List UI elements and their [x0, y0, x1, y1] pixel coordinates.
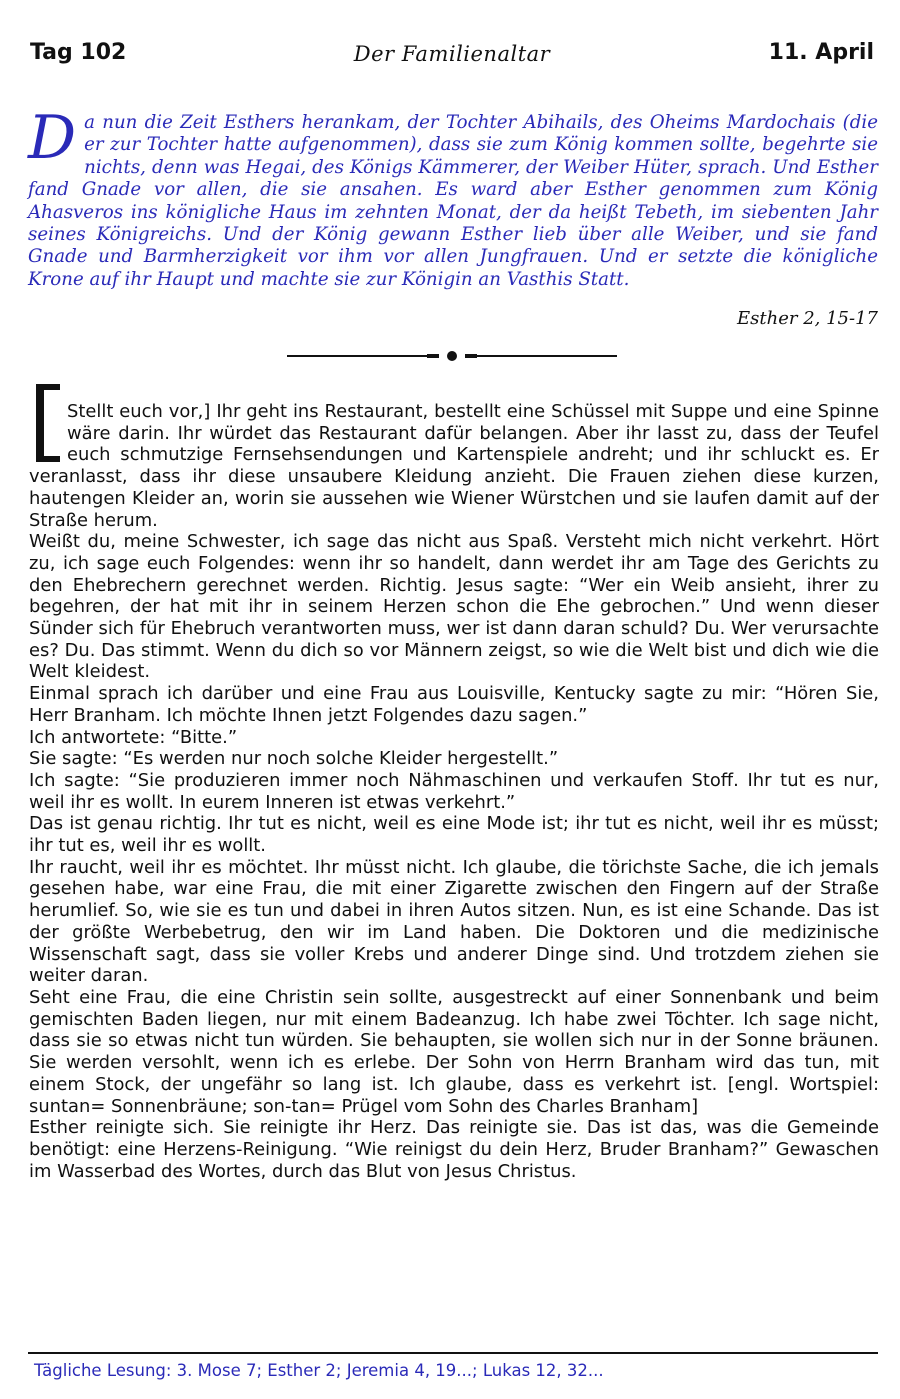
scripture-passage — [28, 103, 878, 291]
sermon-text — [29, 401, 879, 1182]
daily-reading: Tägliche Lesung: 3. Mose 7; Esther 2; Jeremia 4, 19...; Lukas 12, 32... — [34, 1361, 604, 1380]
page-date: 11. April — [768, 40, 874, 65]
day-number: Tag 102 — [30, 40, 127, 65]
bracket-spacer — [29, 401, 67, 463]
sermon-paragraph: Das ist genau richtig. Ihr tut es nicht, weil es eine Mode ist; ihr tut es nicht, weil ihr es müsst; ihr tut es, weil ihr es wollt. — [29, 813, 879, 857]
drop-cap: D — [28, 103, 77, 173]
scripture-text: a nun die Zeit Esthers herankam, der Tochter Abihails, des Oheims Mardochais (die er zur Tochter hatte aufgenommen), dass sie zum König kommen sollte, begehrte sie nichts, denn was Hegai, des Königs Kämmerer, der Weiber Hüter, sprach. Und Esther fand Gnade vor allen, die sie ansahen. Es ward aber Esther genommen zum König Ahasveros ins königliche Haus im zehnten Monat, der da heißt Tebeth, im siebenten Jahr seines Königreichs. Und der König gewann Esther lieb über alle Weiber, und sie fand Gnade und Barmherzigkeit vor ihm vor allen Jungfrauen. Und er setzte die königliche Krone auf ihr Haupt und machte sie zur Königin an Vasthis Statt. — [28, 112, 878, 290]
sermon-paragraph: Ihr raucht, weil ihr es möchtet. Ihr müsst nicht. Ich glaube, die törichste Sache, die ich jemals gesehen habe, war eine Frau, die mit einer Zigarette zwischen den Fingern auf der Straße herumlief. So, wie sie es tun und dabei in ihren Autos sitzen. Nun, es ist eine Schande. Das ist der größte Werbebetrug, den wir im Land haben. Die Doktoren und die medizinische Wissenschaft sagt, dass sie voller Krebs und anderer Dinge sind. Und trotzdem ziehen sie weiter daran. — [29, 856, 879, 987]
sermon-paragraph: Seht eine Frau, die eine Christin sein sollte, ausgestreckt auf einer Sonnenbank und beim gemischten Baden liegen, nur mit einem Badeanzug. Ich habe zwei Töchter. Ich sage nicht, dass sie so etwas nicht tun würden. Sie behaupten, sie wollen sich nur in der Sonne bräunen. Sie werden versohlt, wenn ich es erlebe. Der Sohn von Herrn Branham wird das tun, mit einem Stock, der ungefähr so lang ist. Ich glaube, dass es verkehrt ist. [engl. Wortspiel: suntan= Sonnenbräune; son-tan= Prügel vom Sohn des Charles Branham] — [29, 986, 879, 1117]
ornament-divider — [287, 348, 617, 364]
divider-wing-left — [427, 354, 439, 358]
sermon-paragraph: Esther reinigte sich. Sie reinigte ihr Herz. Das reinigte sie. Das ist das, was die Gemeinde benötigt: eine Herzens-Reinigung. “Wie reinigst du dein Herz, Bruder Branham?” Gewaschen im Wasserbad des Wortes, durch das Blut von Jesus Christus. — [29, 1117, 879, 1182]
sermon-paragraph: Ich antwortete: “Bitte.” — [29, 726, 238, 748]
footer-divider — [28, 1352, 878, 1354]
divider-wing-right — [465, 354, 477, 358]
sermon-paragraph: Einmal sprach ich darüber und eine Frau aus Louisville, Kentucky sagte zu mir: “Hören Sie, Herr Branham. Ich möchte Ihnen jetzt Folgendes dazu sagen.” — [29, 683, 879, 726]
scripture-reference: Esther 2, 15-17 — [737, 308, 878, 329]
page-header — [30, 36, 874, 76]
sermon-paragraph: Stellt euch vor,] Ihr geht ins Restaurant, bestellt eine Schüssel mit Suppe und eine Spinne wäre darin. Ihr würdet das Restaurant dafür belangen. Aber ihr lasst zu, dass der Teufel euch schmutzige Fernsehsendungen und Kartenspiele andreht; und ihr schluckt es. Er veranlasst, dass ihr diese unsaubere Kleidung anzieht. Die Frauen ziehen diese kurzen, hautengen Kleider an, worin sie aussehen wie Wiener Würstchen und sie laufen damit auf der Straße herum. — [29, 401, 879, 531]
divider-dot-icon — [447, 351, 457, 361]
book-title: Der Familienaltar — [353, 42, 551, 66]
sermon-paragraph: Sie sagte: “Es werden nur noch solche Kleider hergestellt.” — [29, 748, 559, 770]
sermon-paragraph: Ich sagte: “Sie produzieren immer noch Nähmaschinen und verkaufen Stoff. Ihr tut es nur, weil ihr es wollt. In eurem Inneren ist etwas verkehrt.” — [29, 769, 879, 813]
sermon-paragraph: Weißt du, meine Schwester, ich sage das nicht aus Spaß. Versteht mich nicht verkehrt. Hört zu, ich sage euch Folgendes: wenn ihr so handelt, dann werdet ihr am Tage des Gerichts zu den Ehebrechern gerechnet werden. Richtig. Jesus sagte: “Wer ein Weib ansieht, ihrer zu begehren, der hat mit ihr in seinem Herzen schon die Ehe gebrochen.” Und wenn dieser Sünder sich für Ehebruch verantworten muss, wer ist dann daran schuld? Du. Wer verursachte es? Du. Das stimmt. Wenn du dich so vor Männern zeigst, so wie die Welt bist und dich wie die Welt kleidest. — [29, 531, 879, 683]
